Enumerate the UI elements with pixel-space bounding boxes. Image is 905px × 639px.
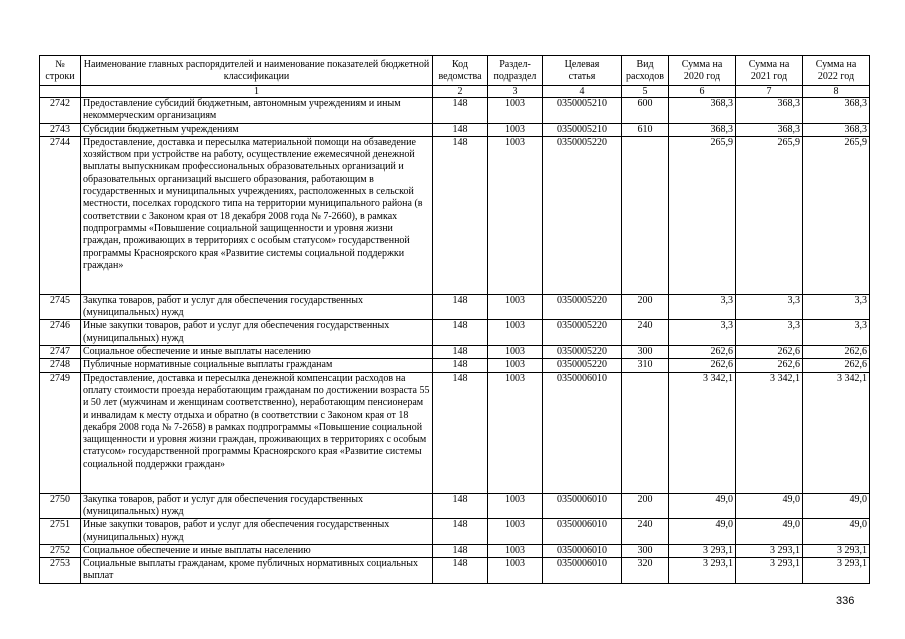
row-number: 2748 (40, 359, 81, 372)
row-sum-2022: 3,3 (803, 294, 870, 320)
row-number: 2751 (40, 519, 81, 545)
row-sum-2022: 262,6 (803, 346, 870, 359)
row-sum-2022: 265,9 (803, 136, 870, 294)
table-row (40, 372, 870, 493)
row-ved: 148 (433, 294, 488, 320)
row-statya: 0350006010 (543, 372, 622, 493)
row-sum-2022: 49,0 (803, 493, 870, 519)
row-razdel: 1003 (488, 359, 543, 372)
row-number: 2747 (40, 346, 81, 359)
row-sum-2020: 262,6 (669, 359, 736, 372)
row-sum-2021: 368,3 (736, 123, 803, 136)
row-vid (622, 136, 669, 294)
column-number: 8 (803, 86, 870, 98)
header-ved: Код ведомства (433, 56, 488, 86)
row-statya: 0350005220 (543, 346, 622, 359)
row-ved: 148 (433, 359, 488, 372)
row-number: 2750 (40, 493, 81, 519)
row-vid: 310 (622, 359, 669, 372)
row-sum-2020: 3 342,1 (669, 372, 736, 493)
row-sum-2022: 368,3 (803, 98, 870, 124)
row-ved: 148 (433, 519, 488, 545)
row-name: Субсидии бюджетным учреждениям (81, 123, 433, 136)
row-name: Социальное обеспечение и иные выплаты населению (81, 346, 433, 359)
row-sum-2022: 3,3 (803, 320, 870, 346)
row-sum-2020: 262,6 (669, 346, 736, 359)
row-statya: 0350006010 (543, 544, 622, 557)
row-razdel: 1003 (488, 294, 543, 320)
row-name: Иные закупки товаров, работ и услуг для обеспечения государственных (муниципальных) нужд (81, 320, 433, 346)
row-name: Публичные нормативные социальные выплаты гражданам (81, 359, 433, 372)
column-number-empty (40, 86, 81, 98)
row-number: 2749 (40, 372, 81, 493)
row-vid: 200 (622, 294, 669, 320)
row-vid: 320 (622, 558, 669, 584)
row-number: 2742 (40, 98, 81, 124)
row-razdel: 1003 (488, 544, 543, 557)
row-razdel: 1003 (488, 136, 543, 294)
row-vid: 200 (622, 493, 669, 519)
row-vid: 240 (622, 519, 669, 545)
row-statya: 0350005220 (543, 359, 622, 372)
page-number: 336 (836, 595, 855, 607)
row-ved: 148 (433, 493, 488, 519)
row-sum-2020: 368,3 (669, 123, 736, 136)
row-name: Иные закупки товаров, работ и услуг для обеспечения государственных (муниципальных) нужд (81, 519, 433, 545)
column-number: 3 (488, 86, 543, 98)
table-row (40, 123, 870, 136)
row-sum-2021: 368,3 (736, 98, 803, 124)
row-ved: 148 (433, 372, 488, 493)
header-statya: Целевая статья (543, 56, 622, 86)
row-ved: 148 (433, 558, 488, 584)
row-ved: 148 (433, 320, 488, 346)
header-sum-2020: Сумма на 2020 год (669, 56, 736, 86)
row-sum-2021: 3 342,1 (736, 372, 803, 493)
row-sum-2021: 262,6 (736, 359, 803, 372)
row-razdel: 1003 (488, 320, 543, 346)
row-vid: 610 (622, 123, 669, 136)
table-row (40, 294, 870, 320)
row-name: Предоставление, доставка и пересылка материальной помощи на обзаведение хозяйством при устройстве на работу, осуществление ежемесячной денежной выплаты выпускникам профессиональных образовательных организаций и образовательных организаций высшего образования, работающим в государственных и муниципальных учреждениях, расположенных в сельской местности, поселках городского типа на территории муниципального района (в соответствии с Законом края от 18 декабря 2008 года № 7-2660), в рамках подпрограммы «Повышение социальной защищенности и уровня жизни граждан, проживающих в территориях с особым статусом» государственной программы Красноярского края «Развитие системы социальной поддержки граждан» (81, 136, 433, 294)
row-sum-2021: 262,6 (736, 346, 803, 359)
row-vid (622, 372, 669, 493)
row-razdel: 1003 (488, 346, 543, 359)
row-sum-2021: 265,9 (736, 136, 803, 294)
row-sum-2020: 3 293,1 (669, 558, 736, 584)
row-razdel: 1003 (488, 123, 543, 136)
table-row (40, 359, 870, 372)
row-ved: 148 (433, 98, 488, 124)
table-body (40, 98, 870, 584)
row-name: Закупка товаров, работ и услуг для обеспечения государственных (муниципальных) нужд (81, 294, 433, 320)
column-number: 4 (543, 86, 622, 98)
header-sum-2022: Сумма на 2022 год (803, 56, 870, 86)
row-sum-2021: 49,0 (736, 493, 803, 519)
row-sum-2022: 3 293,1 (803, 558, 870, 584)
row-sum-2020: 265,9 (669, 136, 736, 294)
column-number: 2 (433, 86, 488, 98)
row-number: 2746 (40, 320, 81, 346)
row-statya: 0350005220 (543, 136, 622, 294)
row-sum-2022: 49,0 (803, 519, 870, 545)
table-row (40, 544, 870, 557)
column-number: 6 (669, 86, 736, 98)
row-razdel: 1003 (488, 519, 543, 545)
row-number: 2752 (40, 544, 81, 557)
row-statya: 0350005210 (543, 98, 622, 124)
row-number: 2744 (40, 136, 81, 294)
row-ved: 148 (433, 346, 488, 359)
header-razdel: Раздел- подраздел (488, 56, 543, 86)
row-statya: 0350005210 (543, 123, 622, 136)
row-name: Предоставление субсидий бюджетным, автономным учреждениям и иным некоммерческим организациям (81, 98, 433, 124)
row-ved: 148 (433, 136, 488, 294)
row-razdel: 1003 (488, 372, 543, 493)
row-razdel: 1003 (488, 98, 543, 124)
header-sum-2021: Сумма на 2021 год (736, 56, 803, 86)
row-vid: 240 (622, 320, 669, 346)
table-row (40, 346, 870, 359)
header-name: Наименование главных распорядителей и наименование показателей бюджетной классификации (81, 56, 433, 86)
row-vid: 300 (622, 544, 669, 557)
header-row-number: № строки (40, 56, 81, 86)
row-sum-2021: 3 293,1 (736, 544, 803, 557)
table-row (40, 519, 870, 545)
table-header-row (40, 56, 870, 86)
header-vid: Вид расходов (622, 56, 669, 86)
row-statya: 0350006010 (543, 493, 622, 519)
row-name: Закупка товаров, работ и услуг для обеспечения государственных (муниципальных) нужд (81, 493, 433, 519)
row-statya: 0350006010 (543, 558, 622, 584)
table-row (40, 136, 870, 294)
column-number: 1 (81, 86, 433, 98)
row-ved: 148 (433, 544, 488, 557)
row-name: Предоставление, доставка и пересылка денежной компенсации расходов на оплату стоимости проезда неработающим гражданам по достижении возраста 55 и 50 лет (мужчинам и женщинам соответственно), неработающим пенсионерам и инвалидам к месту отдыха и обратно (в соответствии с Законом края от 18 декабря 2008 года № 7-2658) в рамках подпрограммы «Повышение социальной защищенности и уровня жизни граждан, проживающих в территориях с особым статусом» государственной программы Красноярского края «Развитие системы социальной поддержки граждан» (81, 372, 433, 493)
row-sum-2021: 49,0 (736, 519, 803, 545)
row-name: Социальные выплаты гражданам, кроме публичных нормативных социальных выплат (81, 558, 433, 584)
table-row (40, 558, 870, 584)
row-statya: 0350006010 (543, 519, 622, 545)
row-sum-2022: 3 342,1 (803, 372, 870, 493)
table-row (40, 493, 870, 519)
row-sum-2020: 49,0 (669, 493, 736, 519)
row-sum-2021: 3,3 (736, 320, 803, 346)
row-sum-2022: 3 293,1 (803, 544, 870, 557)
budget-table (39, 55, 870, 584)
row-sum-2022: 262,6 (803, 359, 870, 372)
row-statya: 0350005220 (543, 320, 622, 346)
row-sum-2020: 49,0 (669, 519, 736, 545)
row-sum-2020: 3,3 (669, 320, 736, 346)
row-vid: 300 (622, 346, 669, 359)
row-ved: 148 (433, 123, 488, 136)
row-sum-2022: 368,3 (803, 123, 870, 136)
column-number: 7 (736, 86, 803, 98)
table-row (40, 320, 870, 346)
row-sum-2021: 3 293,1 (736, 558, 803, 584)
row-razdel: 1003 (488, 493, 543, 519)
row-razdel: 1003 (488, 558, 543, 584)
column-number-row (40, 86, 870, 98)
row-sum-2020: 368,3 (669, 98, 736, 124)
table-row (40, 98, 870, 124)
row-sum-2020: 3 293,1 (669, 544, 736, 557)
row-number: 2753 (40, 558, 81, 584)
row-sum-2021: 3,3 (736, 294, 803, 320)
row-vid: 600 (622, 98, 669, 124)
row-sum-2020: 3,3 (669, 294, 736, 320)
row-name: Социальное обеспечение и иные выплаты населению (81, 544, 433, 557)
column-number: 5 (622, 86, 669, 98)
row-number: 2743 (40, 123, 81, 136)
row-number: 2745 (40, 294, 81, 320)
row-statya: 0350005220 (543, 294, 622, 320)
